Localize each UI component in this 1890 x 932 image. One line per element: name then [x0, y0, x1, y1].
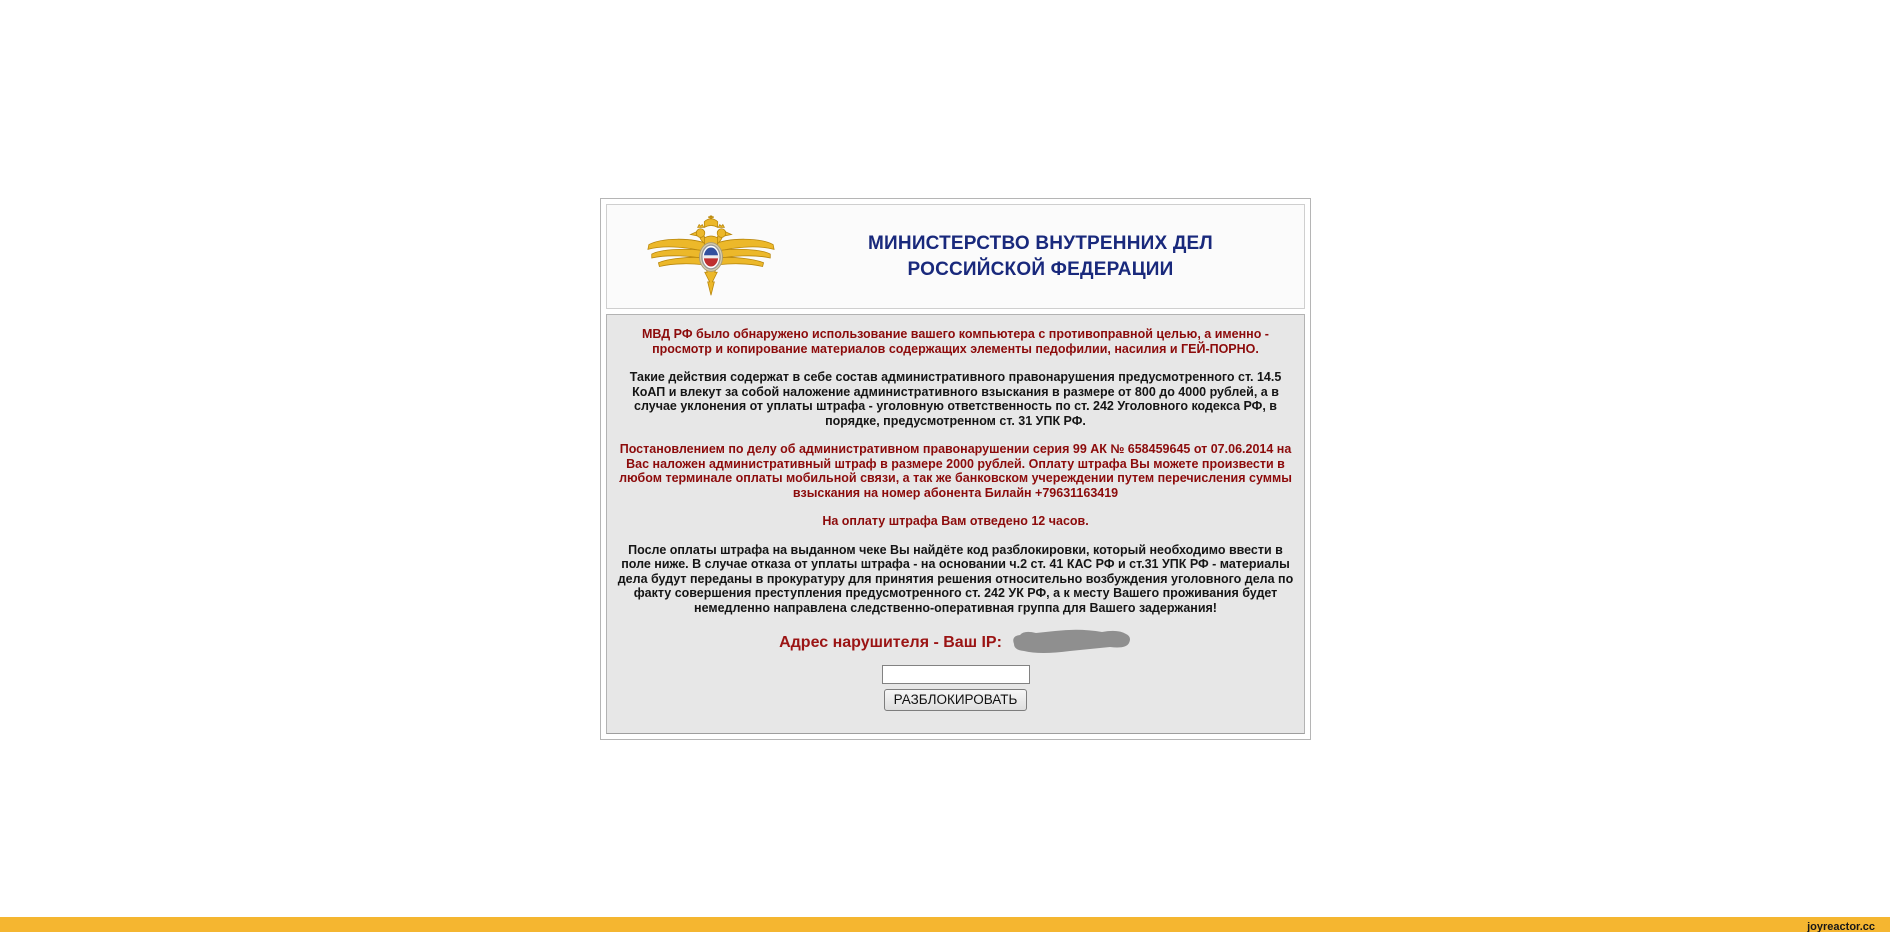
unlock-button[interactable]: РАЗБЛОКИРОВАТЬ	[884, 689, 1028, 711]
unlock-code-input[interactable]	[882, 665, 1030, 684]
notice-panel	[606, 314, 1305, 734]
page-title-line2: РОССИЙСКОЙ ФЕДЕРАЦИИ	[907, 258, 1174, 280]
unlock-button-row	[607, 689, 1304, 711]
unlock-code-row	[607, 665, 1304, 684]
ip-label: Адрес нарушителя - Ваш IP:	[779, 634, 1002, 651]
page-title-line1: МИНИСТЕРСТВО ВНУТРЕННИХ ДЕЛ	[868, 232, 1213, 254]
page-title	[777, 231, 1304, 283]
notice-paragraph-threat: После оплаты штрафа на выданном чеке Вы найдёте код разблокировки, который необходимо ввести в поле ниже. В случае отказа от уплаты штрафа - на основании ч.2 ст. 41 КАС РФ и ст.31 УПК РФ - материалы дела будут переданы в прокуратуру для принятия решения относительно возбуждения уголовного дела по факту совершения преступления предусмотренного ст. 242 УК РФ, а к месту Вашего проживания будет немедленно направлена следственно-оперативная группа для Вашего задержания!	[617, 542, 1294, 615]
ip-address-line	[607, 629, 1304, 657]
watermark-site-label: joyreactor.cc	[1807, 921, 1875, 932]
header-panel	[606, 204, 1305, 309]
redaction-scribble-icon	[1010, 628, 1132, 659]
mvd-scam-dialog	[600, 198, 1311, 740]
notice-paragraph-deadline: На оплату штрафа Вам отведено 12 часов.	[822, 514, 1089, 528]
watermark-bar	[0, 917, 1890, 932]
mvd-double-headed-eagle-emblem-icon	[645, 214, 777, 300]
notice-paragraph-fine: Постановлением по делу об административном правонарушении серия 99 АК № 658459645 от 07.06.2014 на Вас наложен административный штраф в размере 2000 рублей. Оплату штрафа Вы можете произвести в любом терминале оплаты мобильной связи, а так же банковском учереждении путем перечисления суммы взыскания на номер абонента Билайн +79631163419	[619, 442, 1292, 500]
notice-paragraph-violation: МВД РФ было обнаружено использование вашего компьютера с противоправной целью, а именно - просмотр и копирование материалов содержащих элементы педофилии, насилия и ГЕЙ-ПОРНО.	[642, 327, 1269, 356]
notice-paragraph-law: Такие действия содержат в себе состав административного правонарушения предусмотренного ст. 14.5 КоАП и влекут за собой наложение административного взыскания в размере от 800 до 4000 рублей, а в случае уклонения от уплаты штрафа - уголовную ответственность по ст. 242 Уголовного кодекса РФ, в порядке, предусмотренном ст. 31 УПК РФ.	[629, 370, 1282, 428]
